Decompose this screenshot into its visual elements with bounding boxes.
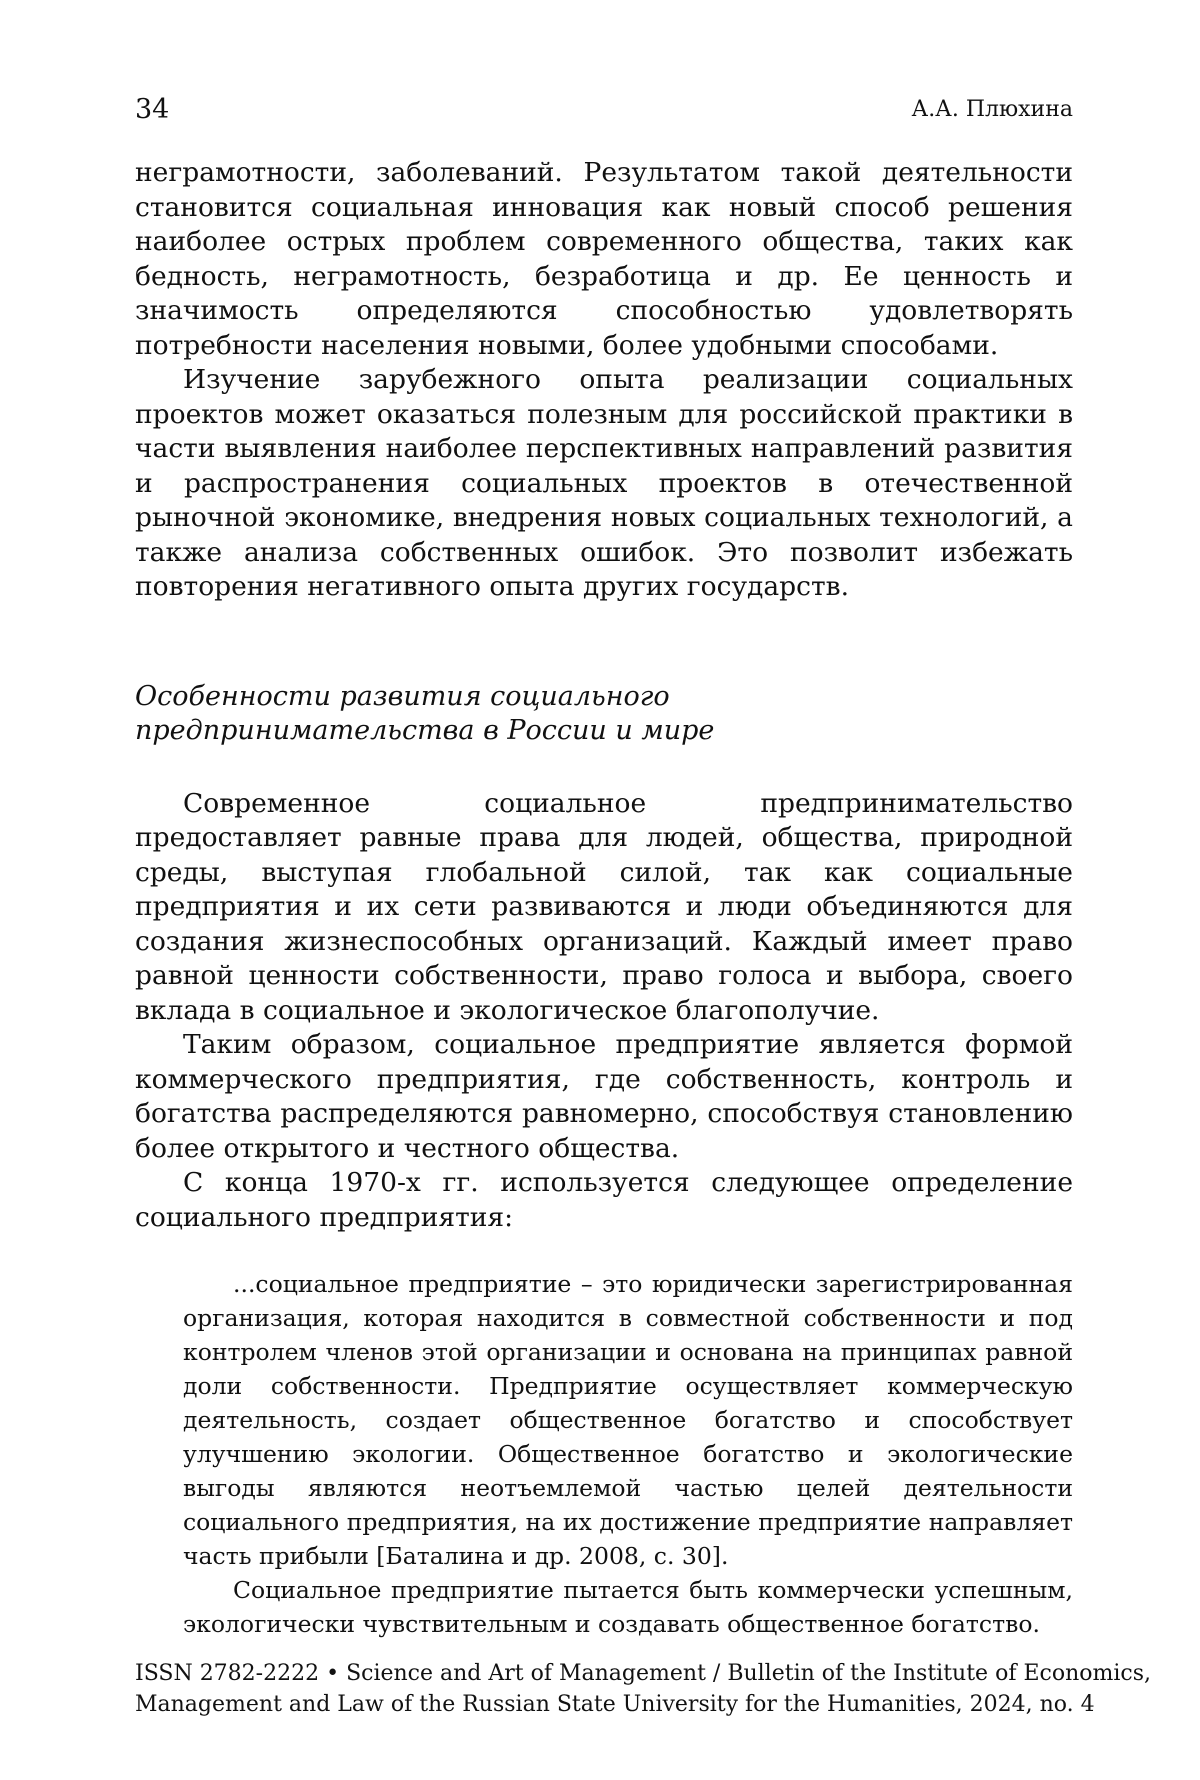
running-author: А.А. Плюхина bbox=[911, 97, 1073, 122]
journal-page bbox=[135, 0, 1151, 1780]
paragraph-foreign-experience: Изучение зарубежного опыта реализации социальных проектов может оказаться полезным для российской практики в части выявления наиболее перспективных направлений развития и распространения социальных проектов в отечественной рыночной экономике, внедрения новых социальных технологий, а также анализа собственных ошибок. Это позволит избежать повторения негативного опыта других государств. bbox=[135, 364, 1073, 602]
section-heading bbox=[135, 680, 1073, 749]
article-body bbox=[135, 156, 1073, 1641]
paragraph-definition-intro: С конца 1970-х гг. используется следующее определение социального предприятия: bbox=[135, 1167, 1073, 1233]
journal-footer bbox=[135, 1658, 1151, 1720]
paragraph-social-enterprise-form: Таким образом, социальное предприятие является формой коммерческого предприятия, где собственность, контроль и богатства распределяются равномерно, способствуя становлению более открытого и честного общества. bbox=[135, 1029, 1073, 1164]
section-heading-line-1: Особенности развития социального bbox=[135, 680, 670, 712]
quote-paragraph-commercial: Социальное предприятие пытается быть коммерчески успешным, экологически чувствительным и создавать общественное богатство. bbox=[183, 1576, 1073, 1638]
footer-line-1: ISSN 2782-2222 • Science and Art of Management / Bulletin of the Institute of Economics, bbox=[135, 1661, 1151, 1686]
section-heading-line-2: предпринимательства в России и мире bbox=[135, 715, 715, 746]
running-header bbox=[135, 92, 1073, 128]
quote-paragraph-definition: ...социальное предприятие – это юридически зарегистрированная организация, которая находится в совместной собственности и под контролем членов этой организации и основана на принципах равной доли собственности. Предприятие осуществляет коммерческую деятельность, создает общественное богатство и способствует улучшению экологии. Общественное богатство и экологические выгоды являются неотъемлемой частью целей деятельности социального предприятия, на их достижение предприятие направляет часть прибыли [Баталина и др. 2008, с. 30]. bbox=[183, 1270, 1073, 1570]
block-quote bbox=[183, 1267, 1073, 1641]
footer-line-2: Management and Law of the Russian State University for the Humanities, 2024, no. 4 bbox=[135, 1692, 1095, 1717]
paragraph-modern-social-entrepreneurship: Современное социальное предпринимательство предоставляет равные права для людей, общества, природной среды, выступая глобальной силой, так как социальные предприятия и их сети развиваются и люди объединяются для создания жизнеспособных организаций. Каждый имеет право равной ценности собственности, право голоса и выбора, своего вклада в социальное и экологическое благополучие. bbox=[135, 787, 1073, 1026]
paragraph-continuation: неграмотности, заболеваний. Результатом такой деятельности становится социальная инновация как новый способ решения наиболее острых проблем современного общества, таких как бедность, неграмотность, безработица и др. Ее ценность и значимость определяются способностью удовлетворять потребности населения новыми, более удобными способами. bbox=[135, 157, 1073, 361]
page-number: 34 bbox=[135, 94, 170, 125]
